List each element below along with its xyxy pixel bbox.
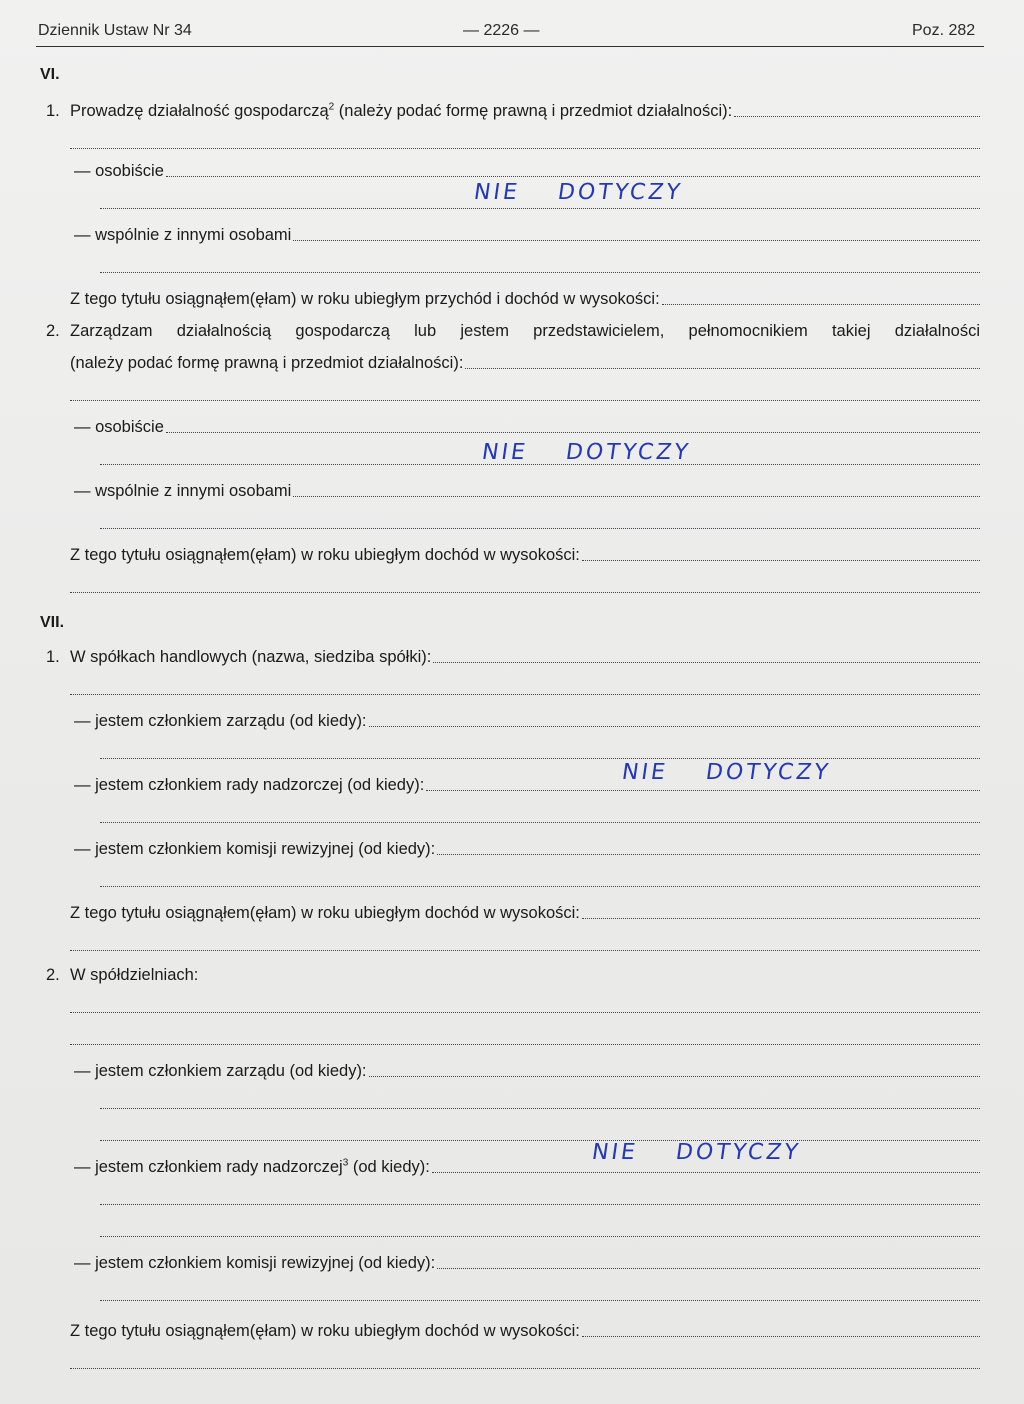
answer-line[interactable] [100,1126,980,1144]
answer-line[interactable] [100,1286,980,1304]
vii-q1-number: 1. [46,648,60,666]
answer-line[interactable] [100,1094,980,1112]
vi-q2-income-label: Z tego tytułu osiągnąłem(ęłam) w roku ubiegłym dochód w wysokości: [70,546,580,564]
vii-q2-board-label: — jestem członkiem zarządu (od kiedy): [74,1062,367,1080]
answer-line[interactable] [70,134,980,152]
handwritten-note: NIE DOTYCZY [620,760,833,785]
answer-field[interactable] [582,1336,980,1337]
answer-field[interactable] [166,432,980,433]
position-number: Poz. 282 [912,22,976,39]
vii-q1-income-label: Z tego tytułu osiągnąłem(ęłam) w roku ubiegłym dochód w wysokości: [70,904,580,922]
vii-q1-income-line [70,904,980,922]
answer-field[interactable] [426,790,980,791]
vii-q1-audit-line [74,840,980,858]
vii-q1-supervisory-line [74,776,980,794]
answer-field[interactable] [369,1076,980,1077]
answer-line[interactable] [100,258,980,276]
vii-q1-question: W spółkach handlowych (nazwa, siedziba spółki): [70,648,432,666]
header-rule [36,46,984,47]
vi-q2-jointly-label: — wspólnie z innymi osobami [74,482,292,500]
answer-field[interactable] [437,854,980,855]
vii-q2-question: W spółdzielniach: [70,966,199,984]
vi-q1-personally-line [74,162,980,180]
answer-field[interactable] [166,176,980,177]
answer-field[interactable] [432,1172,980,1173]
answer-field[interactable] [465,368,980,369]
answer-line[interactable] [100,808,980,826]
vi-q2-line-2 [70,354,980,372]
answer-field[interactable] [293,496,980,497]
vi-q2-question-cont: (należy podać formę prawną i przedmiot działalności): [70,354,464,372]
vii-q1-supervisory-label: — jestem członkiem rady nadzorczej (od kiedy): [74,776,425,794]
answer-field[interactable] [662,304,980,305]
answer-field[interactable] [369,726,980,727]
vii-q2-number: 2. [46,966,60,984]
vii-q2-line [46,966,980,984]
answer-line[interactable] [70,680,980,698]
vi-q2-number: 2. [46,322,60,340]
answer-line[interactable] [100,872,980,890]
answer-line[interactable] [70,998,980,1016]
vii-q2-supervisory-line [74,1158,980,1176]
vi-q1-jointly-label: — wspólnie z innymi osobami [74,226,292,244]
vii-q2-board-line [74,1062,980,1080]
section-vii-title: VII. [40,614,65,631]
vi-q1-jointly-line [74,226,980,244]
answer-line[interactable] [70,386,980,404]
journal-title: Dziennik Ustaw Nr 34 [38,22,192,39]
vi-q1-line [46,101,980,120]
vii-q2-income-line [70,1322,980,1340]
footnote-2: 2 [328,101,335,113]
answer-line[interactable] [70,1354,980,1372]
answer-line[interactable] [70,578,980,596]
answer-line[interactable] [100,1222,980,1240]
vii-q1-audit-label: — jestem członkiem komisji rewizyjnej (od kiedy): [74,840,436,858]
answer-field[interactable] [293,240,980,241]
handwritten-note: NIE DOTYCZY [590,1140,803,1165]
vii-q1-board-line [74,712,980,730]
answer-field[interactable] [582,560,980,561]
vi-q2-line [46,322,980,340]
answer-field[interactable] [433,662,980,663]
answer-field[interactable] [582,918,980,919]
vii-q2-supervisory-label: — jestem członkiem rady nadzorczej$^3$ (od kiedy): [74,1157,430,1176]
vi-q1-personally-label: — osobiście [74,162,164,180]
section-vi-title: VI. [40,66,60,83]
answer-line[interactable] [100,1190,980,1208]
vii-q2-audit-label: — jestem członkiem komisji rewizyjnej (od kiedy): [74,1254,436,1272]
vii-q1-line [46,648,980,666]
vi-q1-question: Prowadzę działalność gospodarczą$^2$ (należy podać formę prawną i przedmiot działalności): [70,101,733,120]
vi-q1-income-line [70,290,980,308]
vi-q2-income-line [70,546,980,564]
handwritten-note: NIE DOTYCZY [480,440,693,465]
vi-q2-personally-line [74,418,980,436]
vii-q1-board-label: — jestem członkiem zarządu (od kiedy): [74,712,367,730]
vii-q2-audit-line [74,1254,980,1272]
page-number: — 2226 — [463,22,540,39]
vi-q2-personally-label: — osobiście [74,418,164,436]
answer-line[interactable] [70,1030,980,1048]
answer-line[interactable] [100,744,980,762]
handwritten-note: NIE DOTYCZY [472,180,685,205]
answer-line[interactable] [100,514,980,532]
footnote-3: 3 [342,1157,349,1169]
vi-q2-jointly-line [74,482,980,500]
answer-field[interactable] [734,116,980,117]
vii-q2-income-label: Z tego tytułu osiągnąłem(ęłam) w roku ubiegłym dochód w wysokości: [70,1322,580,1340]
vi-q1-number: 1. [46,102,60,120]
answer-field[interactable] [437,1268,980,1269]
answer-line[interactable] [70,936,980,954]
vi-q1-income-label: Z tego tytułu osiągnąłem(ęłam) w roku ubiegłym przychód i dochód w wysokości: [70,290,660,308]
vi-q2-question: Zarządzam działalnością gospodarczą lub jestem przedstawicielem, pełnomocnikiem takiej działalności [70,322,980,340]
